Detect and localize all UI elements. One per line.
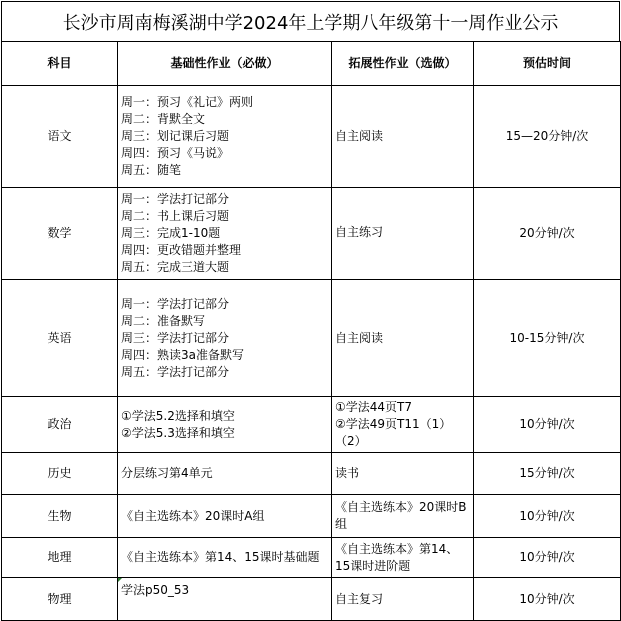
basic-homework-line: 《自主选练本》第14、15课时基础题 [121,550,320,564]
subject-cell: 生物 [2,495,118,538]
basic-homework-line: 《自主选练本》20课时A组 [121,508,265,523]
table-header-row [2,42,621,86]
header-extended: 拓展性作业（选做） [332,42,474,86]
table-row [2,397,621,453]
subject-cell: 英语 [2,280,118,397]
header-time: 预估时间 [474,42,621,86]
time-cell: 10-15分钟/次 [474,280,621,397]
extended-homework-line: 读书 [335,466,360,480]
basic-homework-line: 周四：更改错题并整理 [121,243,242,257]
extended-homework-cell [332,538,474,578]
time-cell: 15—20分钟/次 [474,86,621,188]
basic-homework-line: 周五：学法打记部分 [121,364,230,379]
extended-homework-line: 《自主选练本》第14、15课时进阶题 [335,541,459,573]
basic-homework-line: 周四：预习《马说》 [121,146,230,160]
table-row [2,280,621,397]
extended-homework-cell [332,280,474,397]
extended-homework-cell [332,453,474,495]
basic-homework-line: 周一：学法打记部分 [121,296,230,311]
time-cell: 10分钟/次 [474,397,621,453]
time-cell: 20分钟/次 [474,188,621,280]
basic-homework-line: 分层练习第4单元 [121,466,213,480]
basic-homework-line: 周四：熟读3a准备默写 [121,347,244,362]
time-cell: 15分钟/次 [474,453,621,495]
extended-homework-line: 《自主选练本》20课时B组 [335,500,467,531]
table-row [2,86,621,188]
basic-homework-cell [118,495,332,538]
basic-homework-line: 周三：学法打记部分 [121,330,230,345]
time-cell: 10分钟/次 [474,538,621,578]
time-cell: 10分钟/次 [474,495,621,538]
basic-homework-cell [118,86,332,188]
table-row [2,453,621,495]
basic-homework-line: 周一：预习《礼记》两则 [121,95,254,109]
time-cell: 10分钟/次 [474,578,621,621]
basic-homework-line: 周二：背默全文 [121,112,206,126]
extended-homework-line: 自主阅读 [335,129,384,143]
basic-homework-cell [118,538,332,578]
basic-homework-cell [118,453,332,495]
extended-homework-cell [332,86,474,188]
extended-homework-line: ①学法44页T7 [335,400,412,414]
subject-cell: 语文 [2,86,118,188]
basic-homework-cell [118,188,332,280]
basic-homework-cell [118,397,332,453]
header-subject: 科目 [2,42,118,86]
extended-homework-cell [332,397,474,453]
extended-homework-line: 自主复习 [335,591,384,606]
basic-homework-line: ②学法5.3选择和填空 [121,425,235,440]
subject-cell: 历史 [2,453,118,495]
basic-homework-line: 周三：完成1-10题 [121,226,221,240]
basic-homework-cell [118,578,332,621]
basic-homework-line: 周一：学法打记部分 [121,192,230,206]
table-row [2,538,621,578]
table-row [2,188,621,280]
extended-homework-line: 自主阅读 [335,330,384,345]
table-row [2,495,621,538]
subject-cell: 物理 [2,578,118,621]
basic-homework-line: 周三：划记课后习题 [121,129,230,143]
extended-homework-cell [332,578,474,621]
subject-cell: 数学 [2,188,118,280]
extended-homework-cell [332,495,474,538]
extended-homework-line: 自主练习 [335,225,384,239]
subject-cell: 政治 [2,397,118,453]
basic-homework-line: 周五：完成三道大题 [121,260,230,274]
subject-cell: 地理 [2,538,118,578]
basic-homework-line: ①学法5.2选择和填空 [121,408,235,423]
basic-homework-line: 周二：准备默写 [121,313,206,328]
page-title: 长沙市周南梅溪湖中学2024年上学期八年级第十一周作业公示 [1,1,620,42]
basic-homework-line: 周五：随笔 [121,163,182,177]
extended-homework-line: ②学法49页T11（1）（2） [335,417,452,448]
header-basic: 基础性作业（必做） [118,42,332,86]
basic-homework-cell [118,280,332,397]
table-row [2,578,621,621]
homework-table [1,41,621,621]
cell-comment-marker [118,578,122,582]
basic-homework-line: 周二：书上课后习题 [121,209,230,223]
basic-homework-line: 学法p50_53 [121,583,190,597]
extended-homework-cell [332,188,474,280]
